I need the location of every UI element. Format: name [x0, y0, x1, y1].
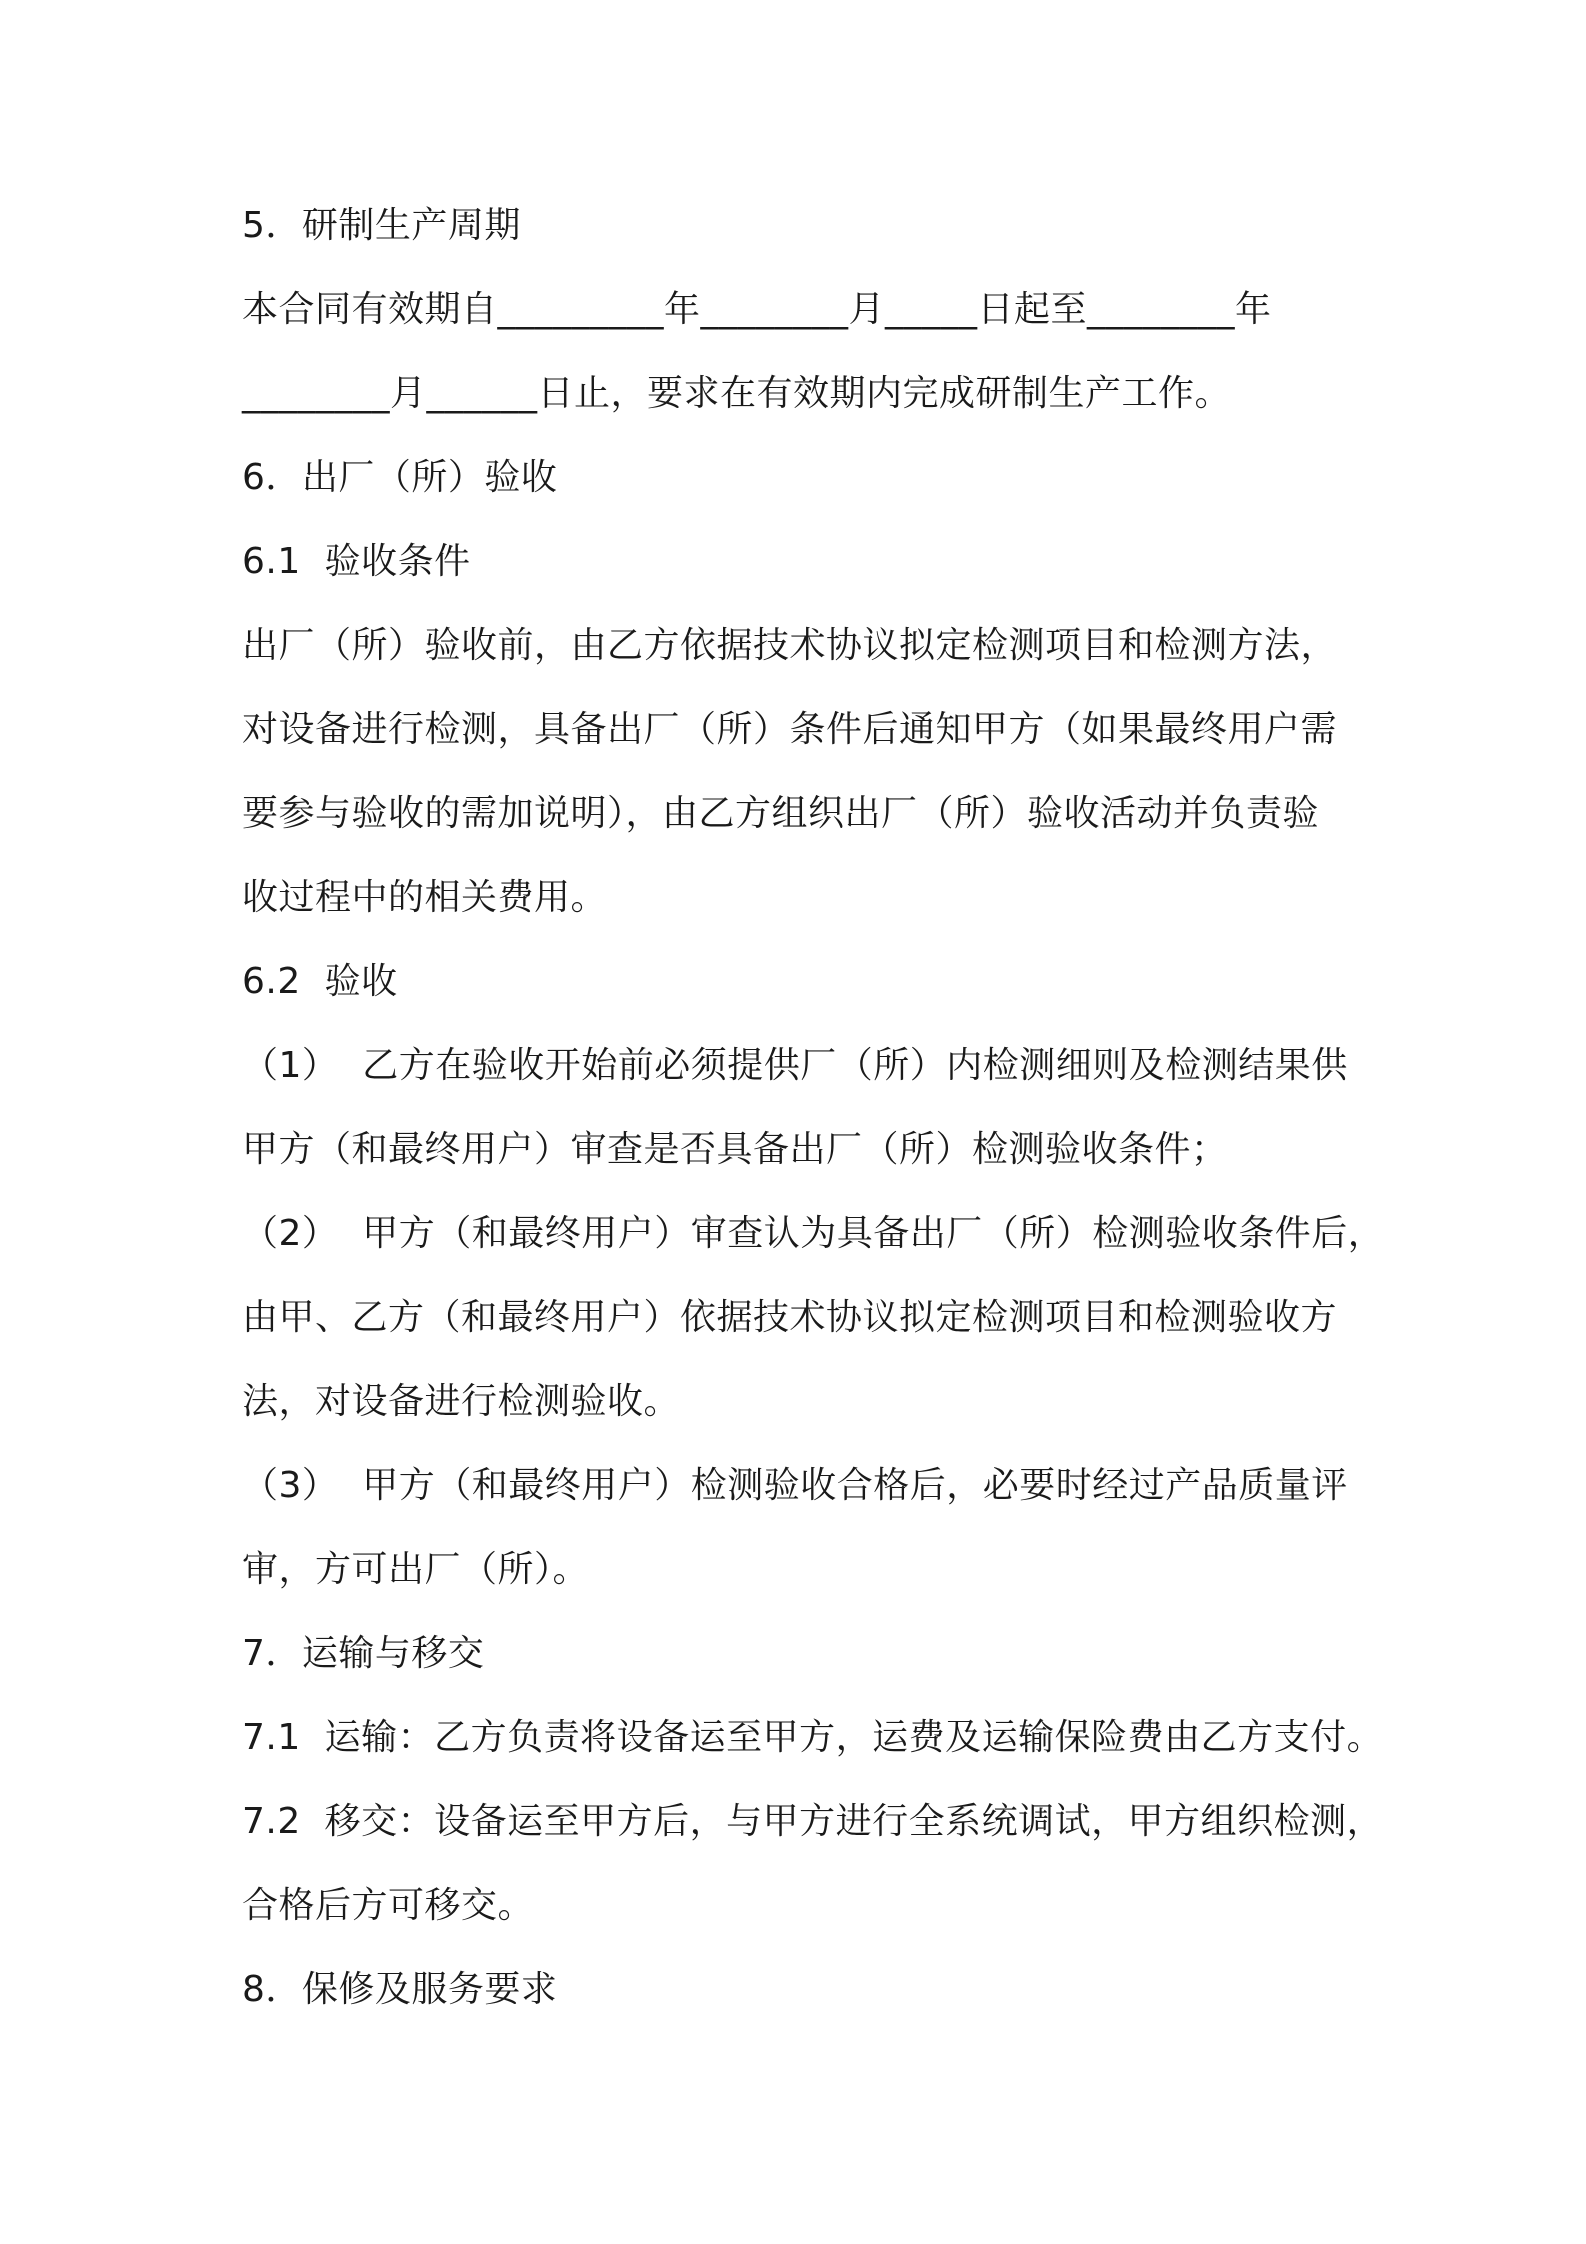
paragraph-line: 收过程中的相关费用。 — [242, 877, 608, 918]
list-item-1: （1） 乙方在验收开始前必须提供厂（所）内检测细则及检测结果供 — [242, 1045, 1348, 1086]
paragraph-line: 审，方可出厂（所）。 — [242, 1549, 590, 1590]
subsection-heading-6-2: 6.2 验收 — [242, 961, 398, 1002]
paragraph-line: 由甲、乙方（和最终用户）依据技术协议拟定检测项目和检测验收方 — [242, 1297, 1338, 1338]
subsection-7-1: 7.1 运输：乙方负责将设备运至甲方，运费及运输保险费由乙方支付。 — [242, 1717, 1384, 1758]
paragraph-line: 要参与验收的需加说明），由乙方组织出厂（所）验收活动并负责验 — [242, 793, 1320, 834]
paragraph-line: 法，对设备进行检测验收。 — [242, 1381, 681, 1422]
list-item-2: （2） 甲方（和最终用户）审查认为具备出厂（所）检测验收条件后， — [242, 1213, 1385, 1254]
section-heading-5: 5．研制生产周期 — [242, 205, 521, 246]
subsection-7-2: 7.2 移交：设备运至甲方后，与甲方进行全系统调试，甲方组织检测， — [242, 1801, 1384, 1842]
section-heading-7: 7．运输与移交 — [242, 1633, 485, 1674]
paragraph-line: ________月______日止，要求在有效期内完成研制生产工作。 — [242, 373, 1232, 414]
list-item-3: （3） 甲方（和最终用户）检测验收合格后，必要时经过产品质量评 — [242, 1465, 1348, 1506]
section-heading-6: 6．出厂（所）验收 — [242, 457, 558, 498]
subsection-heading-6-1: 6.1 验收条件 — [242, 541, 471, 582]
paragraph-line: 甲方（和最终用户）审查是否具备出厂（所）检测验收条件； — [242, 1129, 1228, 1170]
paragraph-line: 对设备进行检测，具备出厂（所）条件后通知甲方（如果最终用户需 — [242, 709, 1338, 750]
paragraph-line: 出厂（所）验收前，由乙方依据技术协议拟定检测项目和检测方法， — [242, 625, 1338, 666]
paragraph-line: 本合同有效期自_________年________月_____日起至________年 — [242, 289, 1272, 330]
paragraph-line: 合格后方可移交。 — [242, 1885, 535, 1926]
section-heading-8: 8．保修及服务要求 — [242, 1969, 558, 2010]
